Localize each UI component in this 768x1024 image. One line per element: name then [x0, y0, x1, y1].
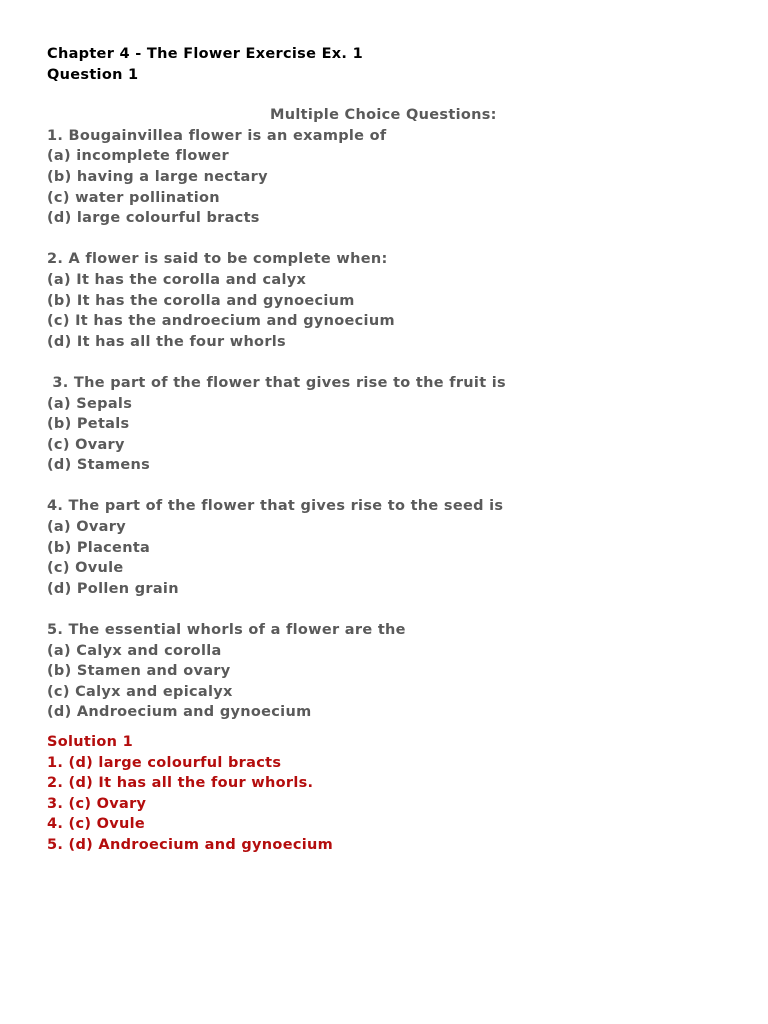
option: (a) Sepals — [47, 395, 133, 412]
option: (c) It has the androecium and gynoecium — [47, 313, 395, 330]
option: (b) Petals — [47, 416, 130, 433]
spacer — [47, 85, 737, 105]
spacer — [47, 599, 737, 620]
option: (d) Androecium and gynoecium — [47, 704, 312, 721]
question-stem: 2. A flower is said to be complete when: — [47, 251, 388, 268]
question-label: Question 1 — [47, 66, 139, 83]
question-block — [47, 373, 737, 476]
question-block — [47, 126, 737, 229]
section-heading: Multiple Choice Questions: — [270, 107, 497, 124]
solution-title: Solution 1 — [47, 734, 134, 750]
option: (b) having a large nectary — [47, 168, 268, 185]
solution-block — [47, 732, 737, 856]
solution-answer: 4. (c) Ovule — [47, 816, 146, 833]
solution-answer: 3. (c) Ovary — [47, 795, 147, 812]
solution-answer: 5. (d) Androecium and gynoecium — [47, 836, 334, 853]
option: (a) incomplete flower — [47, 148, 229, 165]
option: (c) Calyx and epicalyx — [47, 683, 233, 700]
option: (b) Stamen and ovary — [47, 663, 231, 680]
spacer — [47, 723, 737, 732]
option: (c) water pollination — [47, 189, 220, 206]
spacer — [47, 229, 737, 250]
option: (d) Stamens — [47, 457, 151, 474]
question-stem: 1. Bougainvillea flower is an example of — [47, 127, 387, 144]
option: (b) It has the corolla and gynoecium — [47, 292, 355, 309]
chapter-title: Chapter 4 - The Flower Exercise Ex. 1 — [47, 46, 363, 62]
option: (d) Pollen grain — [47, 580, 179, 597]
option: (c) Ovary — [47, 436, 125, 453]
question-block — [47, 620, 737, 723]
option: (d) It has all the four whorls — [47, 333, 286, 350]
solution-answer: 1. (d) large colourful bracts — [47, 754, 282, 771]
question-stem: 5. The essential whorls of a flower are the — [47, 622, 406, 639]
question-block — [47, 249, 737, 352]
option: (a) It has the corolla and calyx — [47, 271, 307, 288]
solution-answer: 2. (d) It has all the four whorls. — [47, 775, 314, 792]
option: (c) Ovule — [47, 560, 124, 577]
option: (a) Calyx and corolla — [47, 642, 222, 659]
document-page — [47, 44, 737, 856]
spacer — [47, 352, 737, 373]
option: (d) large colourful bracts — [47, 210, 260, 227]
option: (a) Ovary — [47, 519, 126, 536]
question-block — [47, 496, 737, 599]
spacer — [47, 476, 737, 497]
option: (b) Placenta — [47, 539, 151, 556]
question-stem: 4. The part of the flower that gives rise to the seed is — [47, 498, 504, 515]
question-stem: 3. The part of the flower that gives rise to the fruit is — [47, 374, 506, 391]
